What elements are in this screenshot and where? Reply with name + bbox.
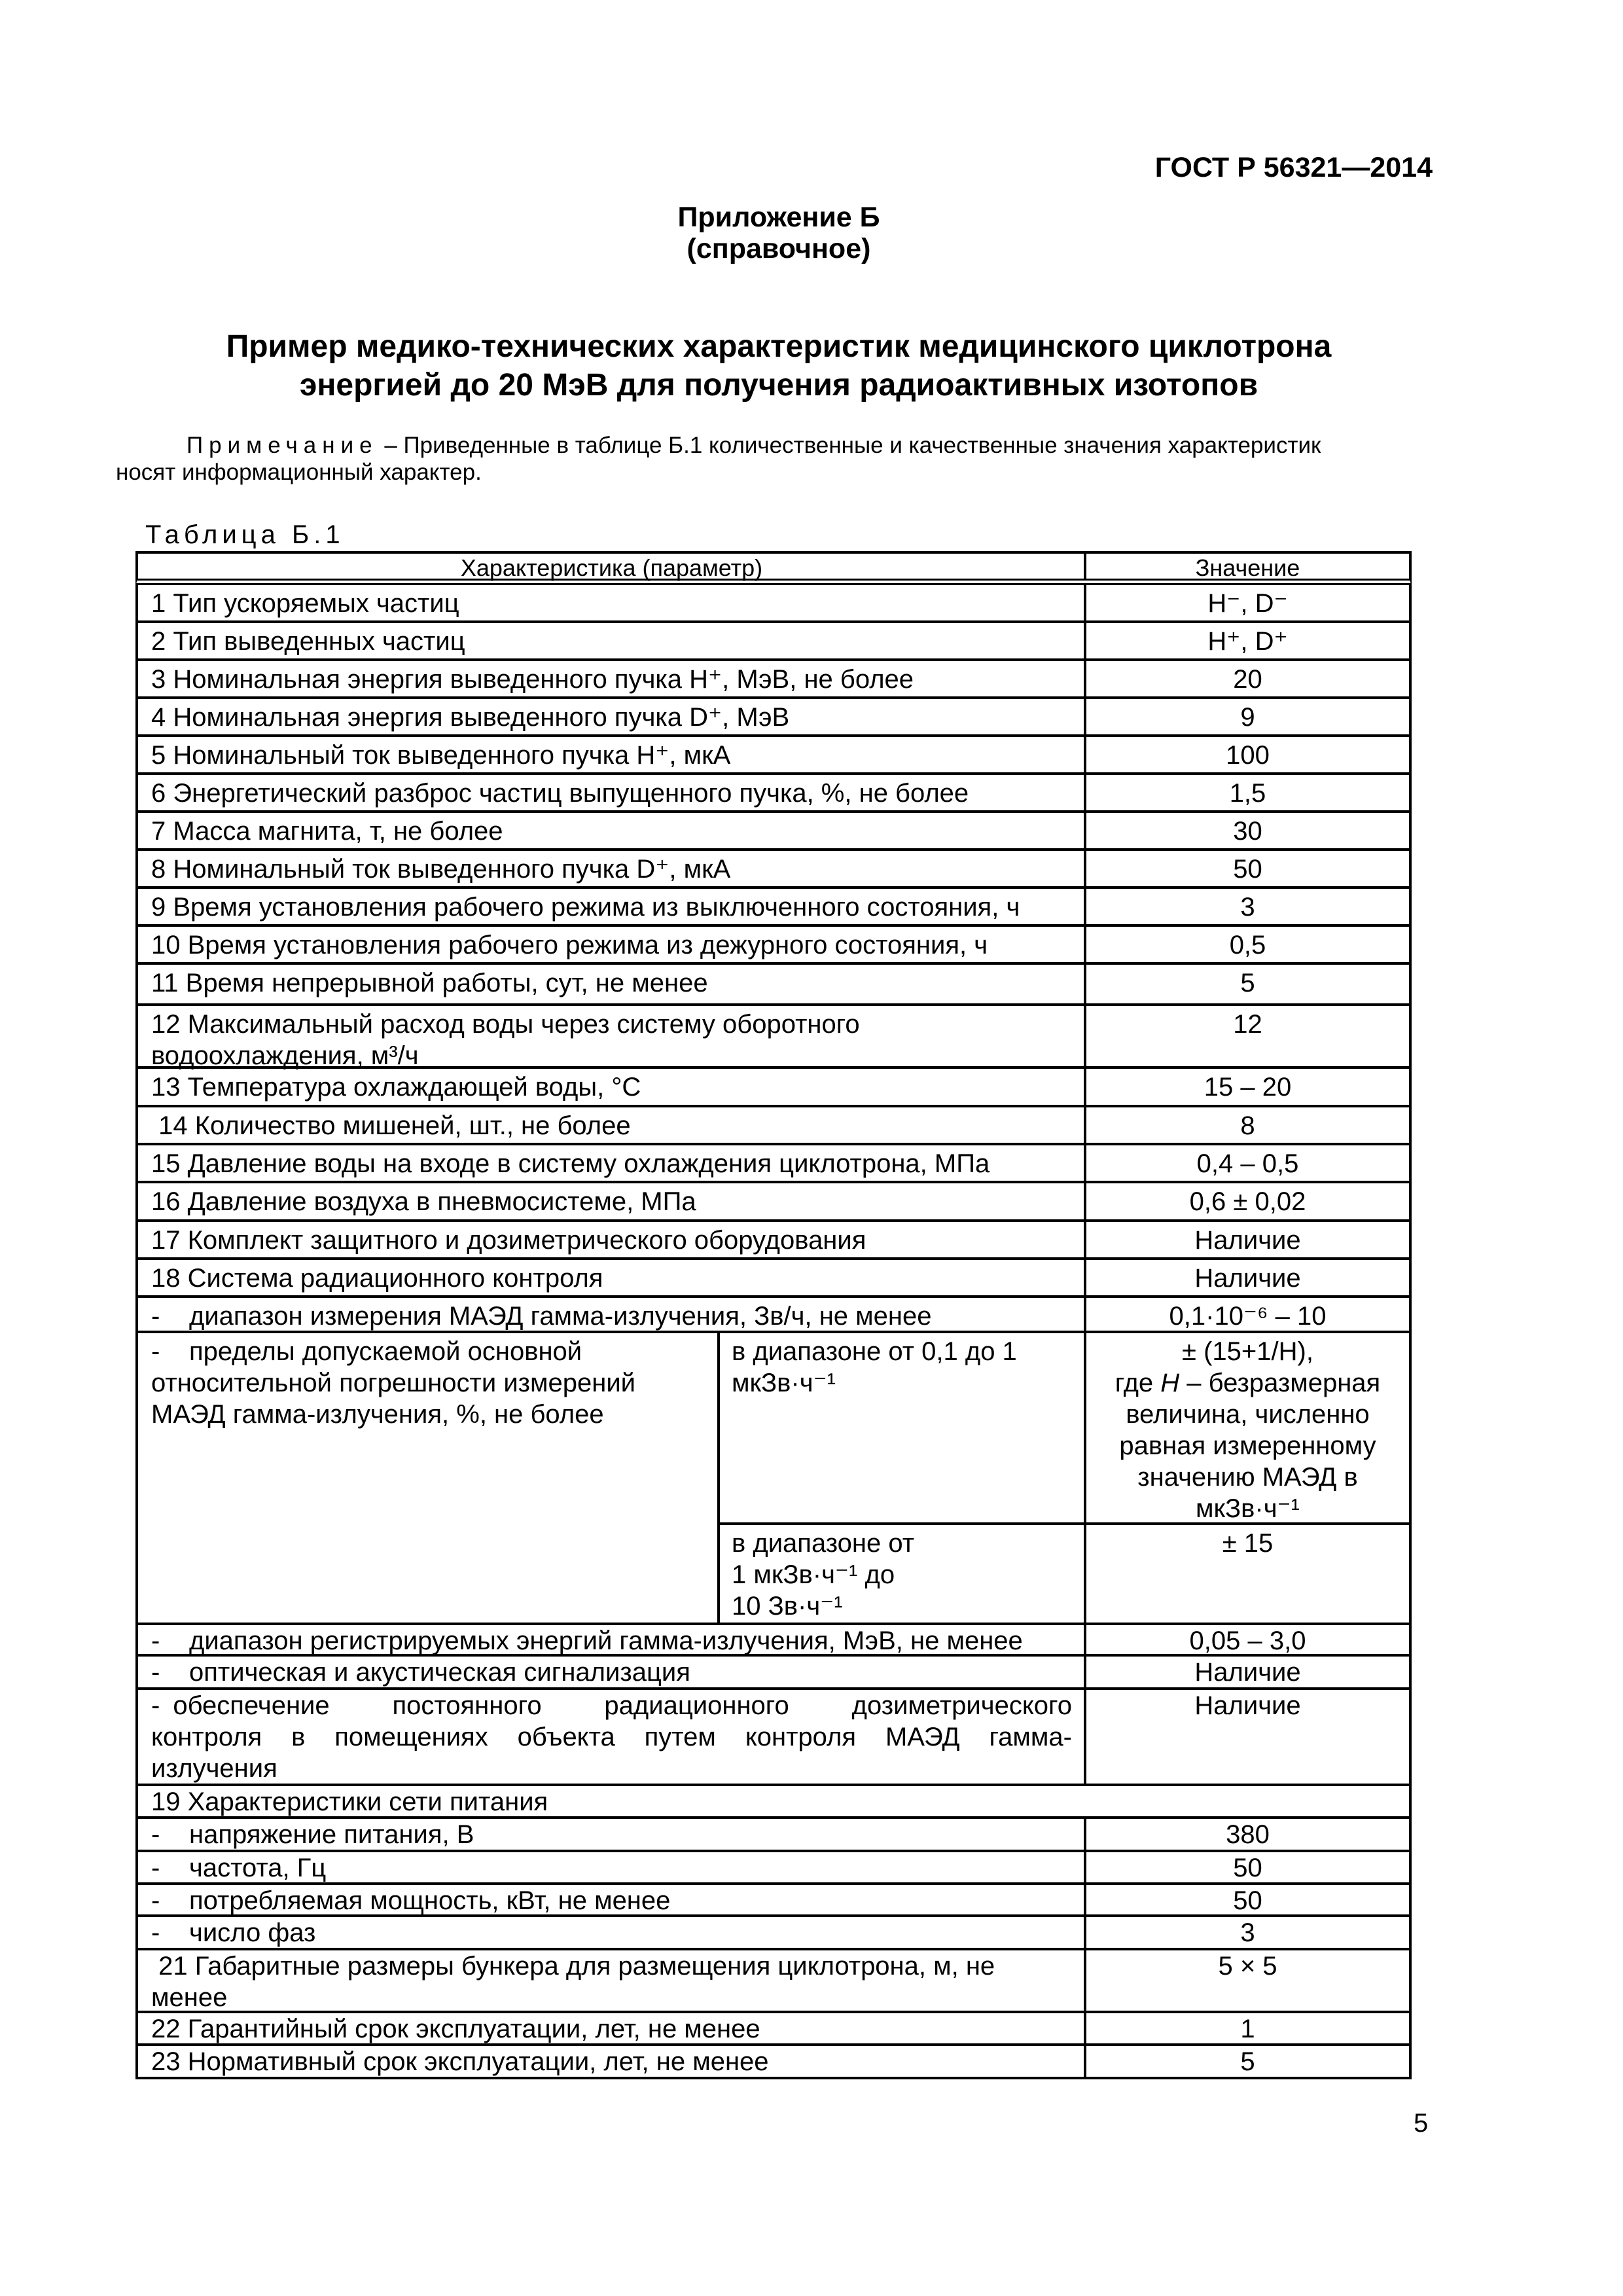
value-cell: 9: [1084, 699, 1409, 734]
param-cell: 5 Номинальный ток выведенного пучка H⁺, мкА: [151, 741, 731, 770]
dash-marker: -: [151, 1886, 160, 1915]
param-line: контроля в помещениях объекта путем контроля МАЭД гамма-: [151, 1723, 1072, 1751]
param-line: относительной погрешности измерений: [151, 1369, 636, 1397]
param-text: число фаз: [189, 1918, 316, 1947]
value-cell: [1084, 1333, 1409, 1525]
param-cell: [138, 1298, 1084, 1331]
value-cell: 3: [1084, 1917, 1409, 1948]
table-row: [135, 1690, 1412, 1786]
dash-marker: -: [151, 1302, 160, 1331]
value-line: ± (15+1/H),: [1182, 1337, 1313, 1366]
param-text: напряжение питания, В: [189, 1820, 474, 1849]
dash-marker: -: [151, 1626, 160, 1655]
param-text: потребляемая мощность, кВт, не менее: [189, 1886, 671, 1915]
value-line: равная измеренному: [1119, 1431, 1376, 1460]
param-cell: 11 Время непрерывной работы, сут, не менее: [151, 969, 708, 997]
table-row: [135, 1260, 1412, 1298]
param-cell: 17 Комплект защитного и дозиметрического оборудования: [151, 1226, 866, 1255]
page-number: 5: [1414, 2109, 1429, 2138]
table-row-section: [135, 1786, 1412, 1819]
range-line: 10 Зв·ч⁻¹: [732, 1592, 843, 1621]
table-row: [135, 1625, 1412, 1657]
value-cell: 1,5: [1084, 775, 1409, 810]
value-text: где: [1115, 1369, 1161, 1397]
value-cell: 50: [1084, 1852, 1409, 1882]
param-line: менее: [151, 1983, 228, 2012]
value-cell: [1084, 1525, 1409, 1623]
param-cell: [138, 1917, 1084, 1948]
header-value: Значение: [1084, 554, 1409, 579]
param-cell: 7 Масса магнита, т, не более: [151, 817, 503, 846]
param-cell: 18 Система радиационного контроля: [151, 1264, 603, 1293]
table-row: [135, 737, 1412, 775]
table-row: [135, 699, 1412, 737]
value-line: значению МАЭД в: [1137, 1463, 1358, 1492]
param-cell: [138, 1950, 1084, 2011]
param-line: водоохлаждения, м³/ч: [151, 1041, 419, 1070]
table-header-row: [135, 551, 1412, 585]
param-cell: 8 Номинальный ток выведенного пучка D⁺, мкА: [151, 855, 731, 884]
dash-marker: -: [151, 1854, 160, 1882]
value-cell: 0,6 ± 0,02: [1084, 1183, 1409, 1219]
table-row: [135, 585, 1412, 623]
value-cell: Наличие: [1084, 1260, 1409, 1295]
note-text-2: носят информационный характер.: [116, 459, 482, 485]
header-param: Характеристика (параметр): [460, 554, 763, 581]
table-row: [135, 1107, 1412, 1145]
table-row: [135, 1145, 1412, 1183]
note-label: Примечание: [187, 433, 378, 458]
table-row: [135, 1657, 1412, 1690]
document-id: ГОСТ Р 56321—2014: [1154, 152, 1433, 183]
dash-marker: -: [151, 1658, 160, 1687]
title-line-1: Пример медико-технических характеристик медицинского циклотрона: [226, 329, 1332, 364]
param-cell: [138, 1625, 1084, 1654]
value-line: мкЗв·ч⁻¹: [1195, 1494, 1300, 1523]
range-line: в диапазоне от 0,1 до 1: [732, 1337, 1017, 1366]
param-cell: 23 Нормативный срок эксплуатации, лет, не менее: [151, 2047, 769, 2076]
value-line: величина, численно: [1126, 1400, 1370, 1429]
value-cell: 3: [1084, 889, 1409, 924]
param-line: излучения: [151, 1754, 277, 1783]
param-cell: 2 Тип выведенных частиц: [151, 627, 465, 656]
table-row: [135, 813, 1412, 851]
value-cell: 50: [1084, 1885, 1409, 1914]
value-cell: 5: [1084, 2046, 1409, 2077]
value-cell: 5 × 5: [1084, 1950, 1409, 2011]
value-cell: 8: [1084, 1107, 1409, 1143]
param-text: диапазон регистрируемых энергий гамма-излучения, МэВ, не менее: [189, 1626, 1023, 1655]
table-row-error-limits: [135, 1333, 1412, 1625]
table-row: [135, 1885, 1412, 1917]
value-line: ± 15: [1222, 1529, 1274, 1558]
param-cell: 3 Номинальная энергия выведенного пучка H⁺, МэВ, не более: [151, 665, 914, 694]
table-row: [135, 1183, 1412, 1222]
param-cell: [138, 1819, 1084, 1850]
value-cell: 380: [1084, 1819, 1409, 1850]
param-line: МАЭД гамма-излучения, %, не более: [151, 1400, 604, 1429]
value-cell: 15 – 20: [1084, 1069, 1409, 1105]
param-text: оптическая и акустическая сигнализация: [189, 1658, 690, 1687]
table-row: [135, 1006, 1412, 1069]
table-row: [135, 1917, 1412, 1950]
range-cell: [717, 1333, 1084, 1525]
table-row: [135, 1222, 1412, 1260]
param-cell: 22 Гарантийный срок эксплуатации, лет, не менее: [151, 2015, 760, 2043]
param-line: обеспечение постоянного радиационного дозиметрического: [173, 1691, 1072, 1720]
value-text: – безразмерная: [1179, 1369, 1381, 1397]
table-row: [135, 1852, 1412, 1885]
param-cell: 16 Давление воздуха в пневмосистеме, МПа: [151, 1187, 696, 1216]
dash-marker: -: [151, 1918, 160, 1947]
range-cell: [717, 1525, 1084, 1623]
appendix-title: Приложение Б: [677, 202, 880, 233]
table-row: [135, 661, 1412, 699]
value-cell: 0,1·10⁻⁶ – 10: [1084, 1298, 1409, 1331]
param-cell: 13 Температура охлаждающей воды, °С: [151, 1073, 641, 1102]
value-cell: 12: [1084, 1006, 1409, 1066]
value-cell: H⁺, D⁺: [1084, 623, 1409, 658]
dash-marker: -: [151, 1820, 160, 1849]
note: [116, 432, 1444, 486]
param-cell: [138, 1657, 1084, 1687]
param-cell: [138, 1006, 1084, 1070]
param-cell: [138, 1690, 1084, 1784]
param-cell: 4 Номинальная энергия выведенного пучка D⁺, МэВ: [151, 703, 790, 732]
param-cell: 14 Количество мишеней, шт., не более: [151, 1111, 631, 1140]
value-cell: H⁻, D⁻: [1084, 585, 1409, 620]
value-cell: 30: [1084, 813, 1409, 848]
page-title: [0, 327, 1558, 404]
value-cell: 0,05 – 3,0: [1084, 1625, 1409, 1654]
param-cell: 9 Время установления рабочего режима из выключенного состояния, ч: [151, 893, 1020, 922]
table-row: [135, 889, 1412, 927]
value-cell: 0,4 – 0,5: [1084, 1145, 1409, 1181]
section-cell: 19 Характеристики сети питания: [151, 1787, 548, 1816]
value-cell: Наличие: [1084, 1657, 1409, 1687]
param-cell: 1 Тип ускоряемых частиц: [151, 589, 459, 618]
table-row: [135, 927, 1412, 965]
value-cell: 0,5: [1084, 927, 1409, 962]
table-row: [135, 1950, 1412, 2013]
value-cell: 50: [1084, 851, 1409, 886]
title-line-2: энергией до 20 МэВ для получения радиоактивных изотопов: [299, 368, 1258, 403]
table-row: [135, 1298, 1412, 1333]
value-cell: Наличие: [1084, 1222, 1409, 1257]
range-line: 1 мкЗв·ч⁻¹ до: [732, 1560, 895, 1589]
param-line: 21 Габаритные размеры бункера для размещения циклотрона, м, не: [151, 1952, 995, 1981]
table-row: [135, 1069, 1412, 1107]
dash-marker: -: [151, 1691, 160, 1720]
table-row: [135, 965, 1412, 1006]
value-cell: 100: [1084, 737, 1409, 772]
param-line: пределы допускаемой основной: [189, 1337, 582, 1366]
dash-marker: -: [151, 1337, 160, 1366]
value-cell: Наличие: [1084, 1690, 1409, 1784]
param-cell: 6 Энергетический разброс частиц выпущенного пучка, %, не более: [151, 779, 969, 808]
table-row: [135, 775, 1412, 813]
value-text-italic: H: [1160, 1369, 1180, 1397]
table-row: [135, 2046, 1412, 2079]
param-cell: 15 Давление воды на входе в систему охлаждения циклотрона, МПа: [151, 1149, 990, 1178]
param-text: частота, Гц: [189, 1854, 327, 1882]
table-row: [135, 623, 1412, 661]
value-line: [1086, 1367, 1409, 1399]
table-caption: Таблица Б.1: [145, 520, 345, 549]
value-cell: 1: [1084, 2013, 1409, 2043]
param-line: 12 Максимальный расход воды через систему оборотного: [151, 1010, 860, 1039]
param-text: диапазон измерения МАЭД гамма-излучения, Зв/ч, не менее: [189, 1302, 932, 1331]
value-cell: 20: [1084, 661, 1409, 696]
appendix-type: (справочное): [687, 233, 871, 264]
range-line: в диапазоне от: [732, 1529, 915, 1558]
range-line: мкЗв·ч⁻¹: [732, 1369, 836, 1397]
table-row: [135, 1819, 1412, 1852]
param-cell: [138, 1333, 717, 1623]
param-cell: 10 Время установления рабочего режима из дежурного состояния, ч: [151, 931, 988, 960]
note-text-1: – Приведенные в таблице Б.1 количественные и качественные значения характеристик: [378, 433, 1321, 458]
value-cell: 5: [1084, 965, 1409, 1003]
table-row: [135, 2013, 1412, 2046]
table-row: [135, 851, 1412, 889]
param-cell: [138, 1852, 1084, 1882]
param-cell: [138, 1885, 1084, 1914]
